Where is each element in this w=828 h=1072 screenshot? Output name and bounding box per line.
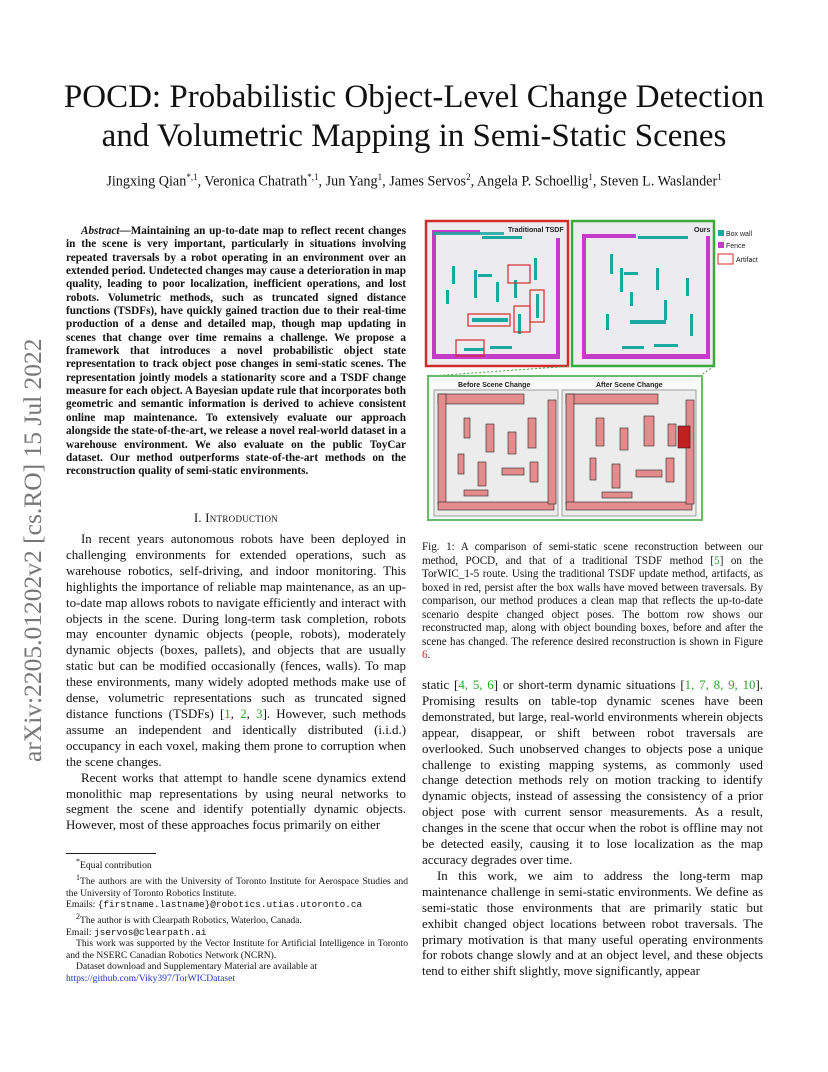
caption-text: Fig. 1: A comparison of semi-static scene reconstruction between our method, POCD, and that of a traditional TSDF method [ [422,541,763,567]
author-affiliation: 1 [717,172,722,182]
intro-p1-text: In recent years autonomous robots have been deployed in challenging environments for extended operations, such as warehouse robotics, self-driving, and indoor monitoring. This highlights the importance of reliable map maintenance, as an up-to-date map allows robots to navigate efficiently and interact with objects in the scene. During long-term task completion, robots may encounter dynamic objects (people, robots), moderately dynamic objects (boxes, pallets), and objects that are usually static but can be modified occasionally (fences, walls). To map these environments, many widely adopted methods make use of dense, volumetric representations such as truncated signed distance functions (TSDFs) [ [66,532,406,721]
footnote-dataset: Dataset download and Supplementary Material are available at [76,961,318,973]
author-affiliation: 1 [377,172,383,182]
figure-ref-link[interactable]: 6 [422,649,428,661]
intro-paragraph-2: Recent works that attempt to handle scene dynamics extend monolithic map representations by using neural networks to segment the scene and identify potentially dynamic objects. However, most of these approaches focus primarily on either [66,770,406,833]
legend-swatch-fence [718,242,724,248]
section-number: I. [193,511,202,525]
author-affiliation: 2 [466,172,471,182]
caption-end: . [427,649,431,661]
author-name: Jingxing Qian [106,173,187,190]
footnote-support: This work was supported by the Vector Institute for Artificial Intelligence in Toronto and the NSERC Canadian Robotics Network (NCRN). [66,938,408,961]
footnote-equal: Equal contribution [80,860,152,872]
author-affiliation: *,1 [307,172,319,182]
legend-box-wall: Box wall [726,231,753,238]
author-name: Angela P. Schoellig [476,173,589,190]
author-affiliation: 1 [588,172,593,182]
emails-value: {firstname.lastname}@robotics.utias.utoronto.ca [97,899,363,911]
zoom-connector-left [430,366,573,376]
figure-1 [424,218,766,523]
footnotes: *Equal contribution $^1$The authors are with the University of Toronto Institute for Aerospace Studies and the University of Toronto Robotics Institute. Emails: {firstname.lastname}@robotics.utias.utoronto.ca $^2$The author is with Clearpath Robotics, Waterloo, Canada. Email: jservos@clearpath.ai This work was supported by the Vector Institute for Artificial Intelligence in Toronto and the NSERC Canadian Robotics Network (NCRN). Dataset download and Supplementary Material are available at https://github.com/Viky397/TorWICDataset [66,857,408,984]
ours-panel [572,221,714,366]
email-value: jservos@clearpath.ai [93,926,207,938]
figure-1-caption [422,541,763,663]
citation-link[interactable]: 3 [256,706,263,721]
section-title: Introduction [205,511,279,525]
legend-fence: Fence [726,243,746,250]
arxiv-stamp [18,292,58,762]
intro-p1-text-end: ]. However, such methods assume an independent and identically distributed (i.i.d.) occupancy in each voxel, making them prone to corruption when the scene changes. [66,706,407,769]
before-label: Before Scene Change [458,382,531,389]
citation-link[interactable]: 1, 7, 8, 9, 10 [684,678,756,692]
author-name: James Servos [389,173,467,190]
intro-paragraph-1: In recent years autonomous robots have been deployed in challenging environments for extended operations, such as warehouse robotics, self-driving, and indoor monitoring. This highlights the importance of reliable map maintenance, as an up-to-date map allows robots to navigate efficiently and interact with objects in the scene. During long-term task completion, robots may encounter dynamic objects (people, robots), moderately dynamic objects (boxes, pallets), and objects that are usually static but can be modified occasionally (fences, walls). To map these environments, many widely adopted methods make use of dense, volumetric representations such as truncated signed distance functions (TSDFs) [1, 2, 3]. However, such methods assume an independent and identically distributed (i.i.d.) occupancy in each voxel, making them prone to corruption when the scene changes. [66,532,407,769]
caption-text-cont: ] on the TorWIC_1-5 route. Using the traditional TSDF update method, artifacts, as boxed in red, persist after the box walls have moved between traversals. By comparison, our method produces a clean map that reflects the up-to-date scenario despite changed object poses. The bottom row shows our reconstructed map, along with object bounding boxes, before and after the scene has changed. The reference desired reconstruction is shown in Figure [422,554,764,648]
ours-label: Ours [694,227,711,234]
right-paragraph-1 [422,678,763,869]
after-label: After Scene Change [596,382,663,389]
author-name: Steven L. Waslander [600,173,718,190]
right-paragraph-2: In this work, we aim to address the long-term map maintenance challenge in semi-static environments. We define as semi-static those environments that are primarily static but exhibit changed object locations between robot traversals. The primary motivation is that many useful operating environments for robots change slowly and at an object level, and these objects tend to either shift slightly, move significantly, appear [422,868,763,979]
title-line-2: and Volumetric Mapping in Semi-Static Scenes [101,118,727,154]
footnote-affiliation-1: The authors are with the University of Toronto Institute for Aerospace Studies and the University of Toronto Robotics Institute. [66,875,408,899]
right-p1-text: static [ [422,678,459,692]
footnote-rule [66,853,156,854]
before-scene-panel [434,390,558,516]
citation-link[interactable]: 2 [240,706,247,721]
footnote-affiliation-2: The author is with Clearpath Robotics, Waterloo, Canada. [80,914,302,926]
figure-1-svg [424,218,766,523]
legend-swatch-artifact [718,254,733,264]
legend-artifact: Artifact [736,257,758,264]
legend-swatch-box-wall [718,230,724,236]
abstract [66,225,406,479]
citation-link[interactable]: 5 [714,554,720,567]
dataset-url-link[interactable]: https://github.com/Viky397/TorWICDataset [66,972,236,984]
title-line-1: POCD: Probabilistic Object-Level Change Detection [63,79,765,115]
author-name: Jun Yang [325,173,378,190]
citation-link[interactable]: 4, 5, 6 [458,678,494,692]
abstract-label: Abstract [81,225,120,237]
citation-link[interactable]: 1 [224,706,231,721]
figure-legend [718,230,758,264]
section-heading [66,511,406,526]
email-label: Email: [66,926,94,938]
emails-label: Emails: [66,899,98,911]
arxiv-id: arXiv:2205.01202v2 [cs.RO] 15 Jul 2022 [18,338,47,762]
traditional-tsdf-label: Traditional TSDF [508,227,564,234]
right-body-text [422,678,763,980]
right-p1-end: ]. Promising results on table-top dynamic scenes have been demonstrated, but large, real-world environments wherein objects appear, disappear, or shift between robot traversals are overlooked. Such unobserved changes to objects pose a unique challenge to existing mapping systems, as commonly used change detection methods rely on motion tracking to identify dynamic objects, instead of assessing the consistency of a prior object pose with current sensor measurements. As a result, changes in the scene that occur when the robot is offline may not be detected easily, causing it to lose localization as the map accuracy degrades over time. [422,678,763,867]
right-p1-mid: ] or short-term dynamic situations [ [493,678,685,692]
author-name: Veronica Chatrath [204,173,308,190]
abstract-text: —Maintaining an up-to-date map to reflect recent changes in the scene is very important, particularly in situations involving repeated traversals by a robot operating in an environment over an extended period. Undetected changes may cause a deterioration in map quality, leading to poor localization, inefficient operations, and lost robots. Volumetric methods, such as truncated signed distance functions (TSDFs), have quickly gained traction due to their real-time production of a dense and detailed map, though map updating in scenes that change over time remains a challenge. We propose a framework that introduces a novel probabilistic object state representation to track object pose changes in semi-static scenes. The representation jointly models a stationarity score and a TSDF change measure for each object. A Bayesian update rule that incorporates both geometric and semantic information is derived to achieve consistent online map maintenance. To extensively evaluate our approach alongside the state-of-the-art, we release a novel real-world dataset in a warehouse environment. We also evaluate on the public ToyCar dataset. Our method outperforms state-of-the-art methods on the reconstruction quality of semi-static environments. [66,225,406,478]
author-affiliation: *,1 [186,172,198,182]
zoom-connector-right [700,366,714,376]
intro-text [66,532,406,834]
paper-title [40,78,788,156]
author-list: Jingxing Qian$^{*,1}$, Veronica Chatrath$^{*,1}$, Jun Yang$^1$, James Servos$^2$, Angela P. Schoellig$^1$, Steven L. Waslander$^1$ [106,172,722,190]
